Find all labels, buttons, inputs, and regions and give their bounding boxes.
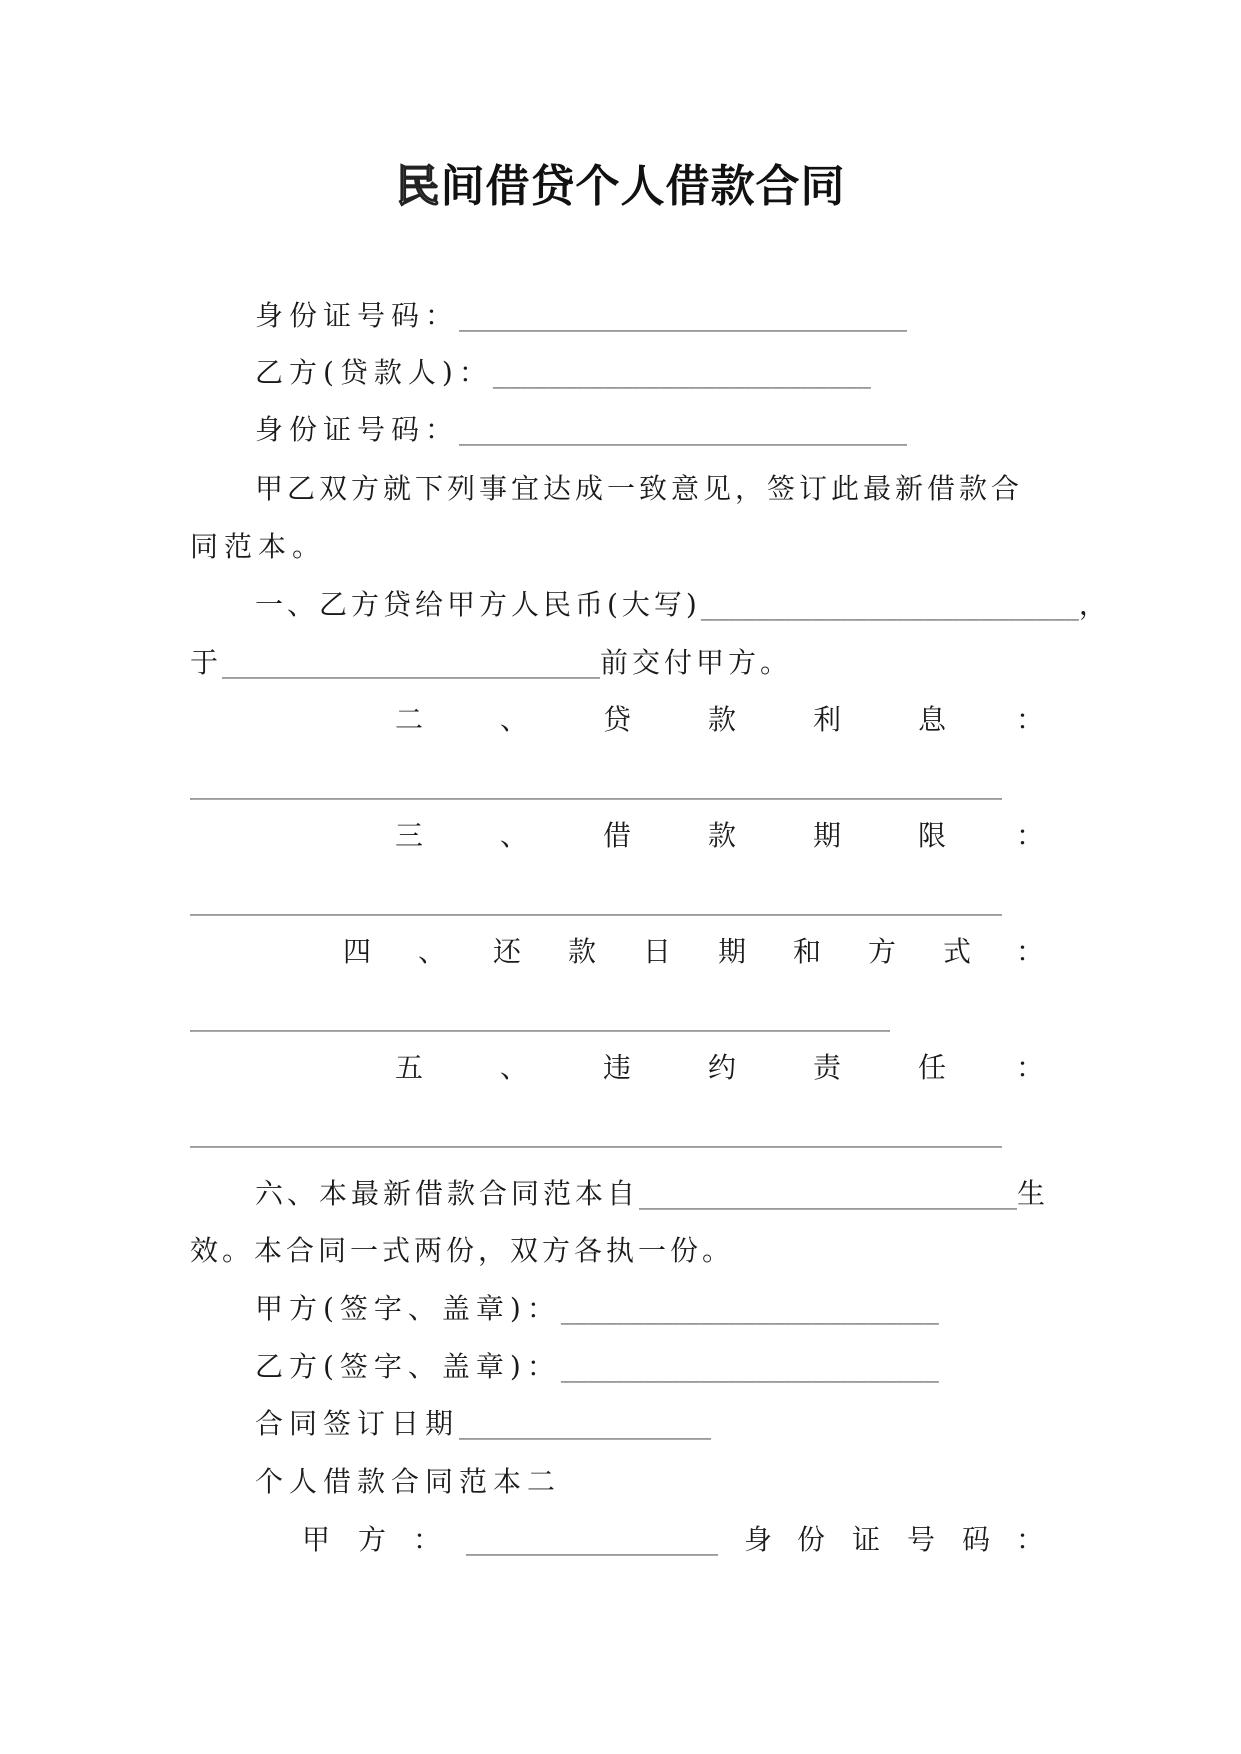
template-two-party-a-blank: __________________ [466, 1523, 718, 1556]
clause-4-heading-char-4: 日 [643, 935, 672, 968]
clause-5-heading-char-2: 违 [603, 1051, 632, 1084]
clause-1-yu: 于 [190, 646, 223, 679]
clause-1-comma: ， [1078, 588, 1111, 621]
clause-3-heading-char-4: 期 [813, 819, 842, 852]
clause-6-date-blank: ___________________________ [639, 1177, 1018, 1210]
agreement-paragraph-line-2: 同范本。 [190, 530, 327, 563]
party-b-signature-label: 乙方(签字、盖章)： [255, 1350, 561, 1383]
clause-1-text: 一、乙方贷给甲方人民币(大写) [255, 588, 701, 621]
clause-3-blank: __________________________________________________________ [190, 883, 1002, 916]
clause-6-text: 六、本最新借款合同范本自 [255, 1177, 640, 1210]
clause-2-heading-char-5: 息 [918, 703, 947, 736]
clause-5-heading-char-1: 、 [500, 1051, 529, 1084]
clause-4-heading-char-8: 式 [943, 935, 972, 968]
clause-5-blank: __________________________________________________________ [190, 1115, 1002, 1148]
clause-2-heading-char-4: 利 [813, 703, 842, 736]
clause-1-date-blank: ___________________________ [222, 646, 601, 679]
clause-6-text-end: 生 [1017, 1177, 1050, 1210]
template-two-id-number-char-1: 份 [797, 1523, 826, 1556]
clause-2-blank: __________________________________________________________ [190, 767, 1002, 800]
template-two-heading: 个人借款合同范本二 [255, 1465, 562, 1498]
clause-5-heading-char-5: 任 [918, 1051, 947, 1084]
clause-5-heading-char-0: 五 [395, 1051, 424, 1084]
title-rest: 间借贷个人借款合同 [440, 161, 846, 212]
clause-4-heading-char-0: 四 [343, 935, 372, 968]
clause-6-line-2: 效。本合同一式两份，双方各执一份。 [190, 1234, 735, 1267]
template-two-party-a-char-1: 方 [358, 1523, 387, 1556]
template-two-id-number-char-2: 证 [852, 1523, 881, 1556]
clause-4-heading-char-9: ： [1016, 935, 1045, 968]
clause-4-heading-char-3: 款 [568, 935, 597, 968]
title-first-char: 民 [395, 161, 441, 212]
clause-3-heading-char-0: 三 [395, 819, 424, 852]
template-two-party-a-char-0: 甲 [302, 1523, 331, 1556]
clause-1-line-2 [190, 645, 792, 681]
clause-1-amount-blank: ___________________________ [700, 588, 1079, 621]
party-b-blank: ___________________________ [492, 356, 871, 389]
contract-date-label: 合同签订日期 [255, 1407, 460, 1440]
party-a-signature-line [255, 1291, 939, 1327]
template-two-party-a-char-2: ： [413, 1523, 442, 1556]
clause-3-heading-char-1: 、 [500, 819, 529, 852]
id-number-blank: ________________________________ [459, 413, 908, 446]
clause-3-heading-char-5: 限 [918, 819, 947, 852]
party-b-signature-line [255, 1349, 939, 1385]
party-a-signature-label: 甲方(签字、盖章)： [255, 1292, 561, 1325]
clause-4-heading-char-1: 、 [418, 935, 447, 968]
agreement-paragraph-line-1: 甲乙双方就下列事宜达成一致意见，签订此最新借款合 [255, 472, 1024, 505]
clause-2-heading-char-2: 贷 [603, 703, 632, 736]
clause-2-heading-char-0: 二 [395, 703, 424, 736]
clause-4-heading-char-6: 和 [793, 935, 822, 968]
clause-1-text-end: 前交付甲方。 [600, 646, 793, 679]
clause-4-heading-char-5: 期 [718, 935, 747, 968]
contract-date-line [255, 1406, 711, 1442]
party-b-signature-blank: ___________________________ [560, 1350, 939, 1383]
clause-1-line-1 [255, 587, 1111, 623]
party-b-line [255, 355, 871, 391]
template-two-id-number-char-0: 身 [744, 1523, 773, 1556]
clause-6-line-1 [255, 1176, 1049, 1212]
clause-3-heading-char-3: 款 [708, 819, 737, 852]
clause-5-heading-char-3: 约 [708, 1051, 737, 1084]
template-two-id-number-char-3: 号 [907, 1523, 936, 1556]
clause-4-heading-char-7: 方 [868, 935, 897, 968]
template-two-id-number-char-4: 码 [962, 1523, 991, 1556]
id-number-line-1 [255, 298, 907, 334]
clause-2-heading-char-1: 、 [500, 703, 529, 736]
party-b-label: 乙方(贷款人)： [255, 356, 493, 389]
clause-2-heading-char-3: 款 [708, 703, 737, 736]
document-title [0, 150, 1241, 214]
clause-3-heading-char-2: 借 [603, 819, 632, 852]
clause-4-blank: __________________________________________________ [190, 999, 890, 1032]
party-a-signature-blank: ___________________________ [560, 1292, 939, 1325]
clause-5-heading-char-6: ： [1016, 1051, 1045, 1084]
id-number-blank: ________________________________ [459, 299, 908, 332]
id-number-line-2 [255, 412, 907, 448]
id-number-label: 身份证号码： [255, 299, 460, 332]
id-number-label: 身份证号码： [255, 413, 460, 446]
clause-3-heading-char-6: ： [1016, 819, 1045, 852]
template-two-id-number-char-5: ： [1016, 1523, 1045, 1556]
clause-2-heading-char-6: ： [1016, 703, 1045, 736]
clause-5-heading-char-4: 责 [813, 1051, 842, 1084]
clause-4-heading-char-2: 还 [493, 935, 522, 968]
contract-date-blank: __________________ [459, 1407, 712, 1440]
